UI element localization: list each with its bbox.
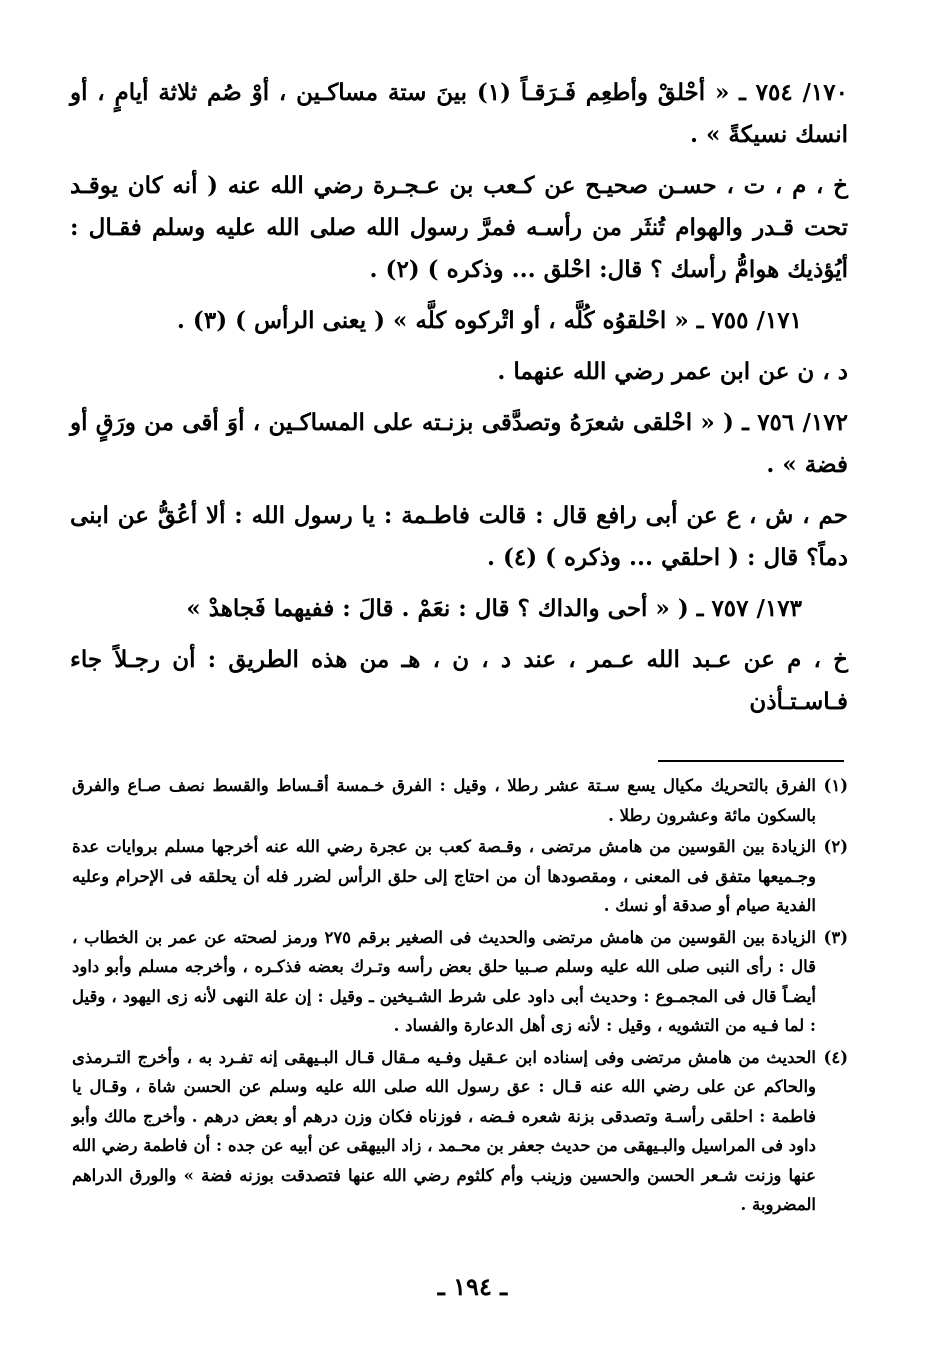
hadith-173-source: خ ، م عن عـبد الله عـمر ، عند د ، ن ، هـ من هذه الطريق : أن رجـلاً جاء فـاسـتـأذن [70,646,848,715]
hadith-171-source: د ، ن عن ابن عمر رضي الله عنهما . [497,358,848,385]
page-number: ـ ١٩٤ ـ [437,1272,508,1301]
footnote-text: الفرق بالتحريك مكيال يسع سـتة عشر رطلا ، وقيل : الفرق خـمسة أقـساط والقسط نصف صـاع والفرق بالسكون مائة وعشرون رطلا . [72,776,816,825]
hadith-170: ١٧٠/ ٧٥٤ ـ « أحْلقْ وأطعِم فَـرَقـاً (١) بينَ ستة مساكـين ، أوْ صُم ثلاثة أيامٍ ، أو انسك نسيكةً » . [70,79,848,148]
footnote-4 [72,1043,848,1220]
footnote-1 [72,771,848,830]
hadith-173: ١٧٣/ ٧٥٧ ـ ( « أحى والداك ؟ قال : نعَمْ . قالَ : ففيهما فَجاهدْ » [186,595,802,622]
main-text [70,72,848,732]
footnote-number: (٤) [823,1047,848,1067]
footnote-text: الزيادة بين القوسين من هامش مرتضى والحديث فى الصغير برقم ٢٧٥ ورمز لصحته عن عمر بن الخطاب ، قال : رأى النبى صلى الله عليه وسلم صـبيا حلق بعض رأسه وتـرك بعضه فذكـره ، وأخرجه مسلم وأبو داود أيضـاً قال فى المجمـوع : وحديث أبى داود على شرط الشـيخين ـ وقيل : إن علة النهى لأنه زى اليهود ، وقيل : لما فـيه من التشويه ، وقيل : لأنه زى أهل الدعارة والفساد . [72,927,816,1035]
hadith-172-source: حم ، ش ، ع عن أبى رافع قال : قالت فاطـمة : يا رسول الله : ألا أعُقُّ عن ابنى دماً؟ قال : ( احلقي ... وذكره ) (٤) . [70,502,848,571]
footnote-number: (٣) [823,927,848,947]
hadith-171: ١٧١/ ٧٥٥ ـ « احْلقوُه كُلَّه ، أو اتْركوه كلَّه » ( يعنى الرأس ) (٣) . [176,307,802,334]
footnote-2 [72,832,848,921]
hadith-172: ١٧٢/ ٧٥٦ ـ ( « احْلقى شعرَهُ وتصدَّقى بزنـته على المساكـين ، أوَ أقى من ورَقٍ أو فضة » . [70,409,848,478]
footnote-number: (١) [823,776,848,795]
footnote-number: (٢) [823,837,848,856]
footnote-text: الزيادة بين القوسين من هامش مرتضى ، وقـصة كعب بن عجرة رضي الله عنه أخرجها مسلم بروايات عدة وجـميعها متفق فى المعنى ، ومقصودها أن من احتاج إلى حلق الرأس لضرر فله أن يحلقه فى الإحرام وعليه الفدية صيام أو صدقة أو نسك . [72,837,816,915]
footnote-3 [72,923,848,1041]
footnote-text: الحديث من هامش مرتضى وفى إسناده ابن عـقيل وفـيه مـقال قـال البـيهقى إنه تفـرد به ، وأخرج التـرمذى والحاكم عن على رضي الله عنه قـال : عق رسول الله صلى الله عليه وسلم عن الحسن شاة ، وقـال يا فاطمة : احلقى رأسـة وتصدقى بزنة شعره فـضه ، فوزناه فكان وزن درهم أو بعض درهم . وأخرج مالك وأبو داود فى المراسيل والبـيهقى من حديث جعفر بن محـمد ، زاد البيهقى عن أبيه عن جده : أن فاطمة رضي الله عنها وزنت شـعر الحسن والحسين وزينب وأم كلثوم رضي الله عنها فتصدقت بوزنه فضة » والورق الدراهم المضروبة . [72,1047,816,1214]
footnotes [72,771,848,1222]
footnote-divider [658,760,844,762]
hadith-170-source: خ ، م ، ت ، حسـن صحيـح عن كـعب بن عـجـرة رضي الله عنه ( أنه كان يوقـد تحت قـدر والهوام تُنثَر من رأسـه فمرَّ رسول الله صلى الله عليه وسلم فقـال : أيُؤذيك هوامُّ رأسك ؟ قال: احْلق ... وذكره ) (٢) . [70,172,848,283]
